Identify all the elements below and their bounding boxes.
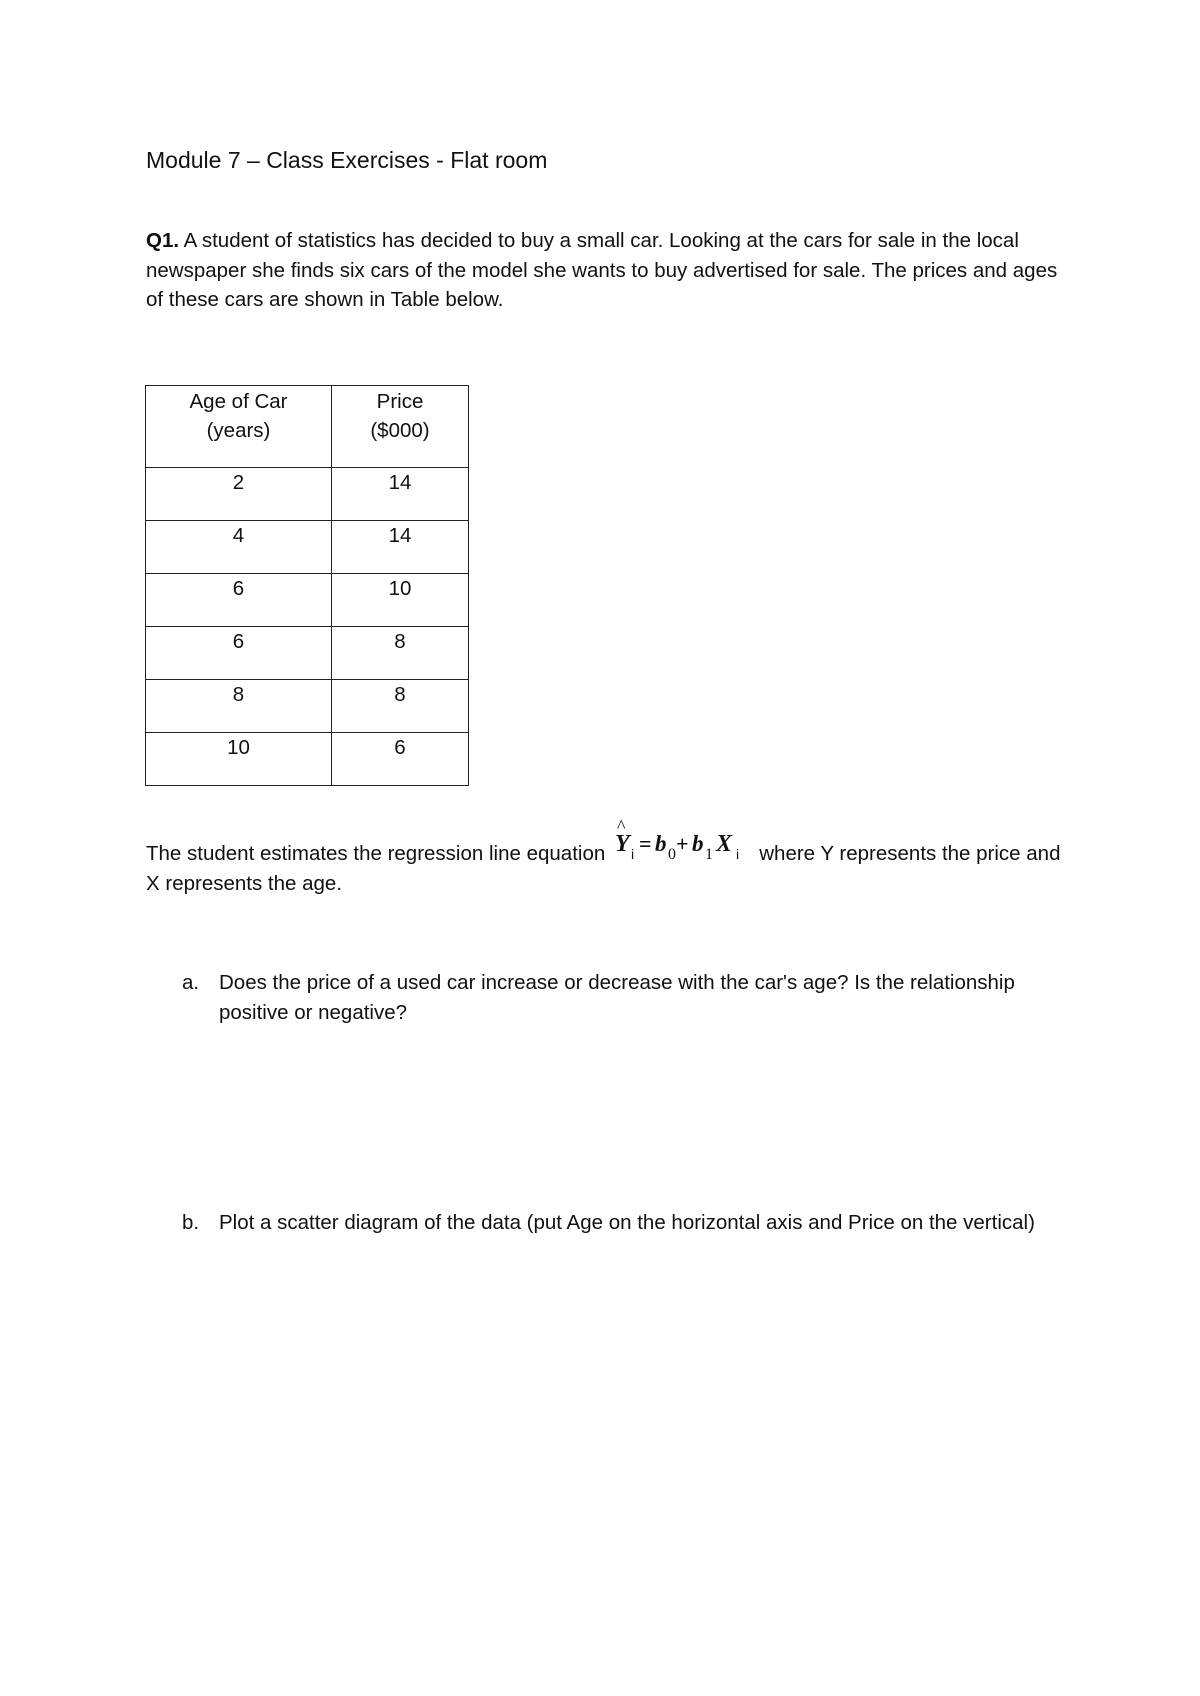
list-item-text: Plot a scatter diagram of the data (put Age on the horizontal axis and Price on the vertical) xyxy=(219,1211,1035,1234)
equation-sub-1: 1 xyxy=(705,846,714,863)
regression-paragraph xyxy=(146,819,1076,899)
header-age-line1: Age of Car xyxy=(189,390,288,413)
equation-x: X xyxy=(716,831,733,857)
header-price-line2: ($000) xyxy=(370,419,430,442)
question-1-text: A student of statistics has decided to buy a small car. Looking at the cars for sale in the local newspaper she finds six cars of the model she wants to buy advertised for sale. The prices and ages of these cars are shown in Table below. xyxy=(146,229,1058,311)
regression-equation-graphic xyxy=(613,819,749,871)
table-cell-age: 2 xyxy=(146,468,332,521)
car-data-table xyxy=(145,385,469,786)
list-item-text: Does the price of a used car increase or decrease with the car's age? Is the relationship positive or negative? xyxy=(219,971,1015,1024)
equation-sub-i: i xyxy=(631,846,635,862)
table-header-row xyxy=(146,386,469,468)
table-cell-age: 8 xyxy=(146,680,332,733)
question-1 xyxy=(146,226,1066,315)
equation-hat: ^ xyxy=(617,819,626,836)
table-cell-price: 8 xyxy=(332,627,469,680)
table-cell-price: 14 xyxy=(332,468,469,521)
page-title: Module 7 – Class Exercises - Flat room xyxy=(146,147,548,173)
question-1-label: Q1. xyxy=(146,229,180,252)
table-row xyxy=(146,574,469,627)
regression-text-before: The student estimates the regression line equation xyxy=(146,842,606,865)
equation-b1: b xyxy=(692,831,704,856)
table-cell-age: 4 xyxy=(146,521,332,574)
list-item xyxy=(182,1208,1052,1238)
table-cell-age: 6 xyxy=(146,627,332,680)
table-row xyxy=(146,680,469,733)
table-row xyxy=(146,627,469,680)
table-row xyxy=(146,733,469,786)
list-item-letter: a. xyxy=(182,971,200,994)
table-cell-price: 6 xyxy=(332,733,469,786)
regression-text-after: where Y represents the price and X represents the age. xyxy=(146,842,1061,895)
equation-plus: + xyxy=(676,831,689,856)
header-price-line1: Price xyxy=(376,390,424,413)
list-item xyxy=(182,968,1052,1027)
equation-b0: b xyxy=(655,831,667,856)
equation-sub-0: 0 xyxy=(668,846,677,863)
equation-y: Y xyxy=(615,831,630,857)
regression-equation xyxy=(613,819,749,869)
table-cell-price: 8 xyxy=(332,680,469,733)
table-cell-age: 10 xyxy=(146,733,332,786)
list-item-letter: b. xyxy=(182,1211,200,1234)
equation-equals: = xyxy=(639,831,652,856)
table-row xyxy=(146,521,469,574)
header-age-line2: (years) xyxy=(206,419,271,442)
table-cell-price: 14 xyxy=(332,521,469,574)
equation-sub-i-x: i xyxy=(736,846,740,862)
header-age xyxy=(146,386,332,468)
table-row xyxy=(146,468,469,521)
table-cell-price: 10 xyxy=(332,574,469,627)
header-price xyxy=(332,386,469,468)
table-cell-age: 6 xyxy=(146,574,332,627)
